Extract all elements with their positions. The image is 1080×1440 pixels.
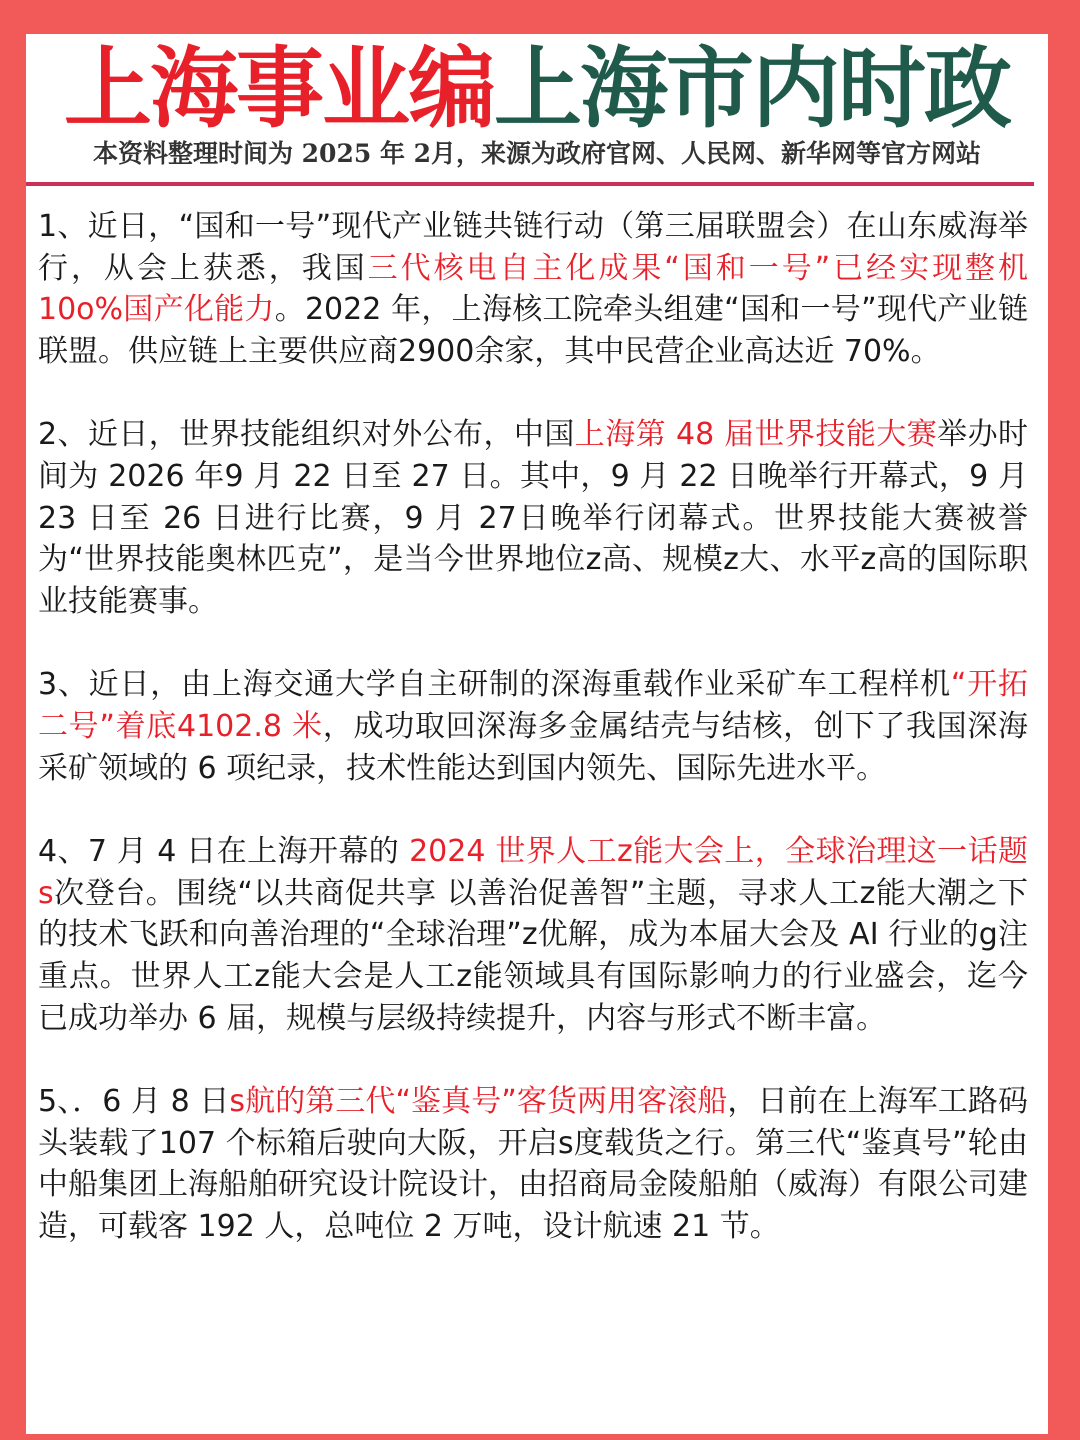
news-text: ，日前在上海军工路码头装载了107 个标箱后驶向大阪，开启s度载货之行。第三代“鉴真号”轮由中船集团上海船舶研究设计院设计，由招商局金陵船舶（威海）有限公司建造，可载客 192 人，总吨位 2 万吨，设计航速 21 节。 (38, 1084, 1028, 1244)
news-text: 4、7 月 4 日在上海开幕的 (38, 834, 410, 870)
news-highlight: 上海第 48 届世界技能大赛 (574, 417, 938, 453)
source-note: 本资料整理时间为 2025 年 2月，来源为政府官网、人民网、新华网等官方网站 (92, 139, 982, 168)
news-highlight: 三代核电自主化成果“国和一号”已经实现整机 10o%国产化能力 (38, 250, 1028, 328)
news-item-5 (38, 1081, 1028, 1247)
news-highlight: s航的第三代“鉴真号”客货两用客滚船 (229, 1084, 728, 1120)
title-part-red: 上海事业编 (63, 36, 494, 140)
content-card (26, 34, 1048, 1434)
page-title (26, 38, 1048, 138)
header-divider (26, 182, 1034, 186)
news-text: 5、．6 月 8 日 (38, 1084, 230, 1120)
news-highlight: “开拓二号”着底4102.8 米 (38, 667, 1029, 744)
news-item-1 (38, 206, 1028, 372)
news-text: ，成功取回深海多金属结壳与结核，创下了我国深海采矿领域的 6 项纪录，技术性能达到国内领先、国际先进水平。 (38, 708, 1028, 786)
news-text: 举办时间为 2026 年9 月 22 日至 27 日。其中，9 月 22 日晚举行开幕式，9 月 23 日至 26 日进行比赛，9 月 27日晚举行闭幕式。世界技能大赛被誉为“世界技能奥林匹克”，是当今世界地位z高、规模z大、水平z高的国际职业技能赛事。 (38, 417, 1029, 619)
title-part-green: 上海市内时政 (494, 36, 1011, 140)
news-text: 次登台。围绕“以共商促共享 以善治促善智”主题，寻求人工z能大潮之下的技术飞跃和向善治理的“全球治理”z优解，成为本届大会及 AI 行业的g注重点。世界人工z能大会是人工z能领域具有国际影响力的行业盛会，迄今已成功举办 6 届，规模与层级持续提升，内容与形式不断丰富。 (38, 875, 1028, 1036)
news-item-3 (38, 664, 1028, 789)
news-text: 。2022 年，上海核工院牵头组建“国和一号”现代产业链联盟。供应链上主要供应商2900余家，其中民营企业高达近 70%。 (38, 292, 1028, 369)
news-list (38, 206, 1028, 1289)
news-item-4 (38, 831, 1028, 1039)
news-highlight: 2024 世界人工z能大会上，全球治理这一话题s (38, 834, 1028, 911)
news-text: 3、近日，由上海交通大学自主研制的深海重载作业采矿车工程样机 (38, 667, 951, 703)
news-item-2 (38, 414, 1028, 622)
news-text: 1、近日，“国和一号”现代产业链共链行动（第三届联盟会）在山东威海举行，从会上获悉，我国 (38, 209, 1028, 286)
news-text: 2、近日，世界技能组织对外公布，中国 (38, 417, 575, 453)
